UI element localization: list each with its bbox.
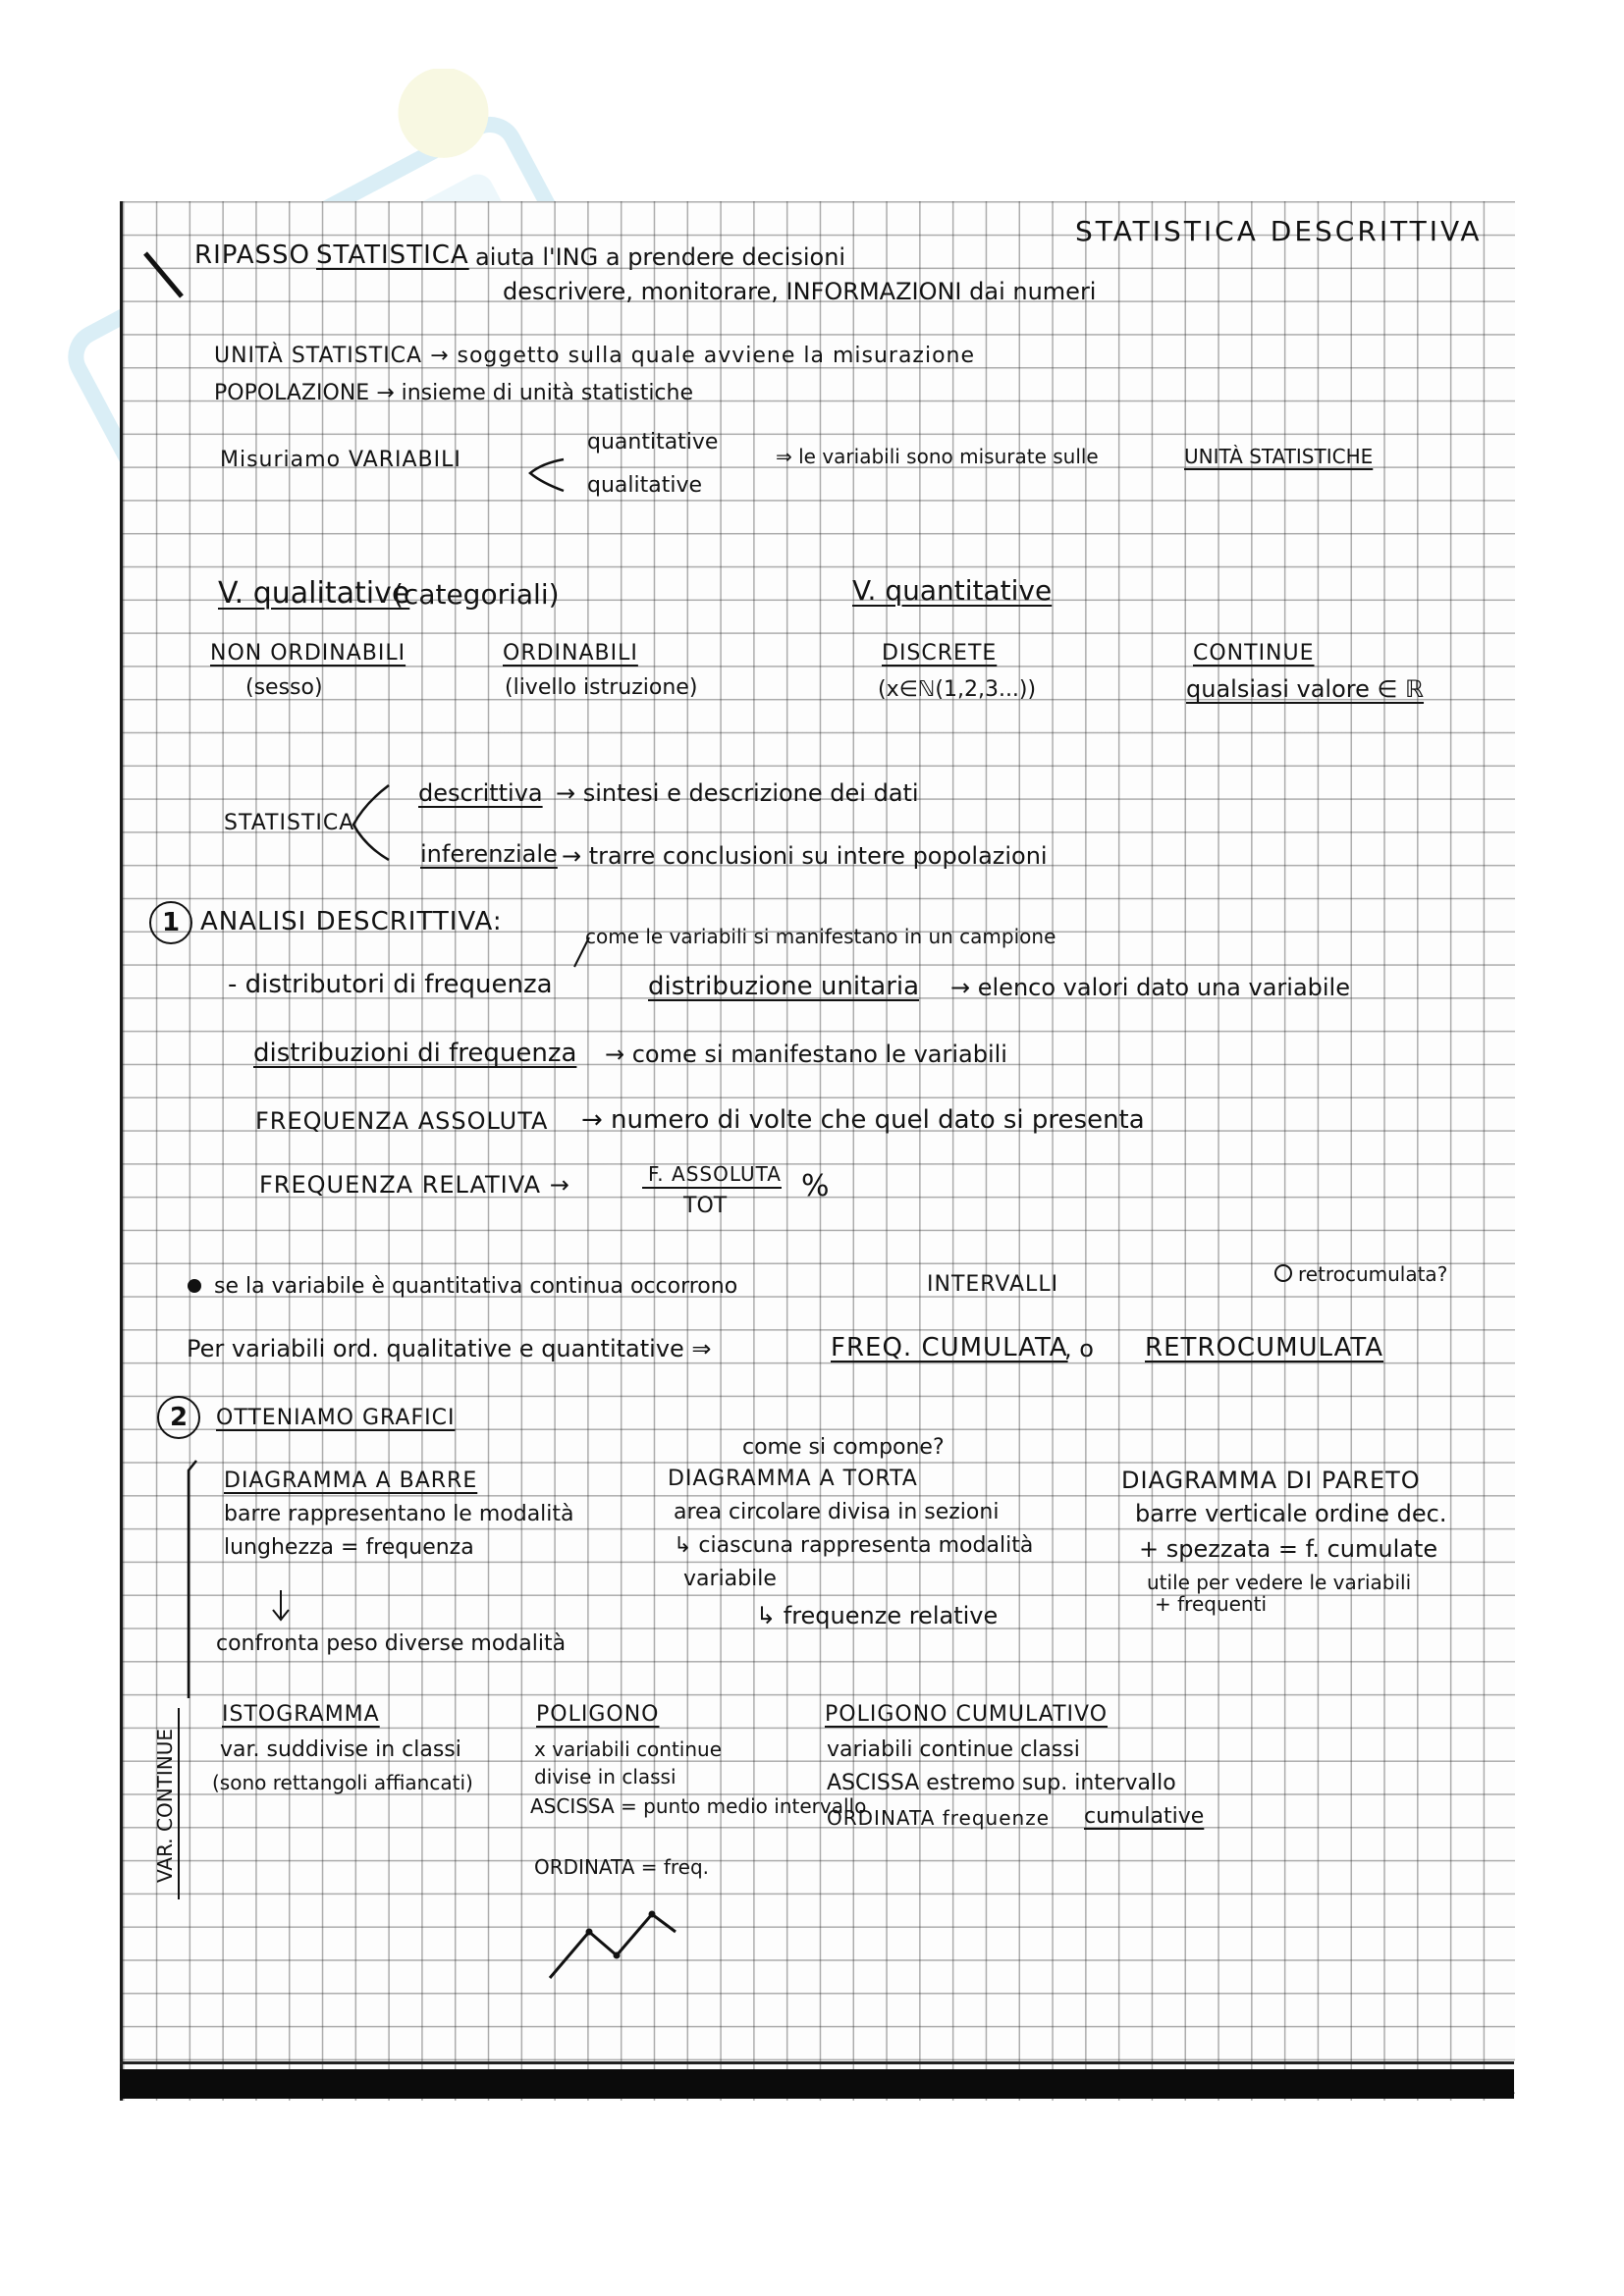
- note-variabili: ⇒ le variabili sono misurate sulle: [776, 445, 1099, 468]
- inferenziale-label: inferenziale: [420, 840, 558, 868]
- fraction-numerator: F. ASSOLUTA: [648, 1162, 782, 1186]
- distribuzione-unitaria: distribuzione unitaria: [648, 972, 920, 1001]
- distribuzione-unitaria-def: → elenco valori dato una variabile: [950, 974, 1350, 1001]
- poligono-line1: x variabili continue: [534, 1737, 723, 1761]
- diagramma-pareto-line2: + spezzata = f. cumulate: [1139, 1535, 1438, 1563]
- ordinabili-example: (livello istruzione): [505, 675, 698, 700]
- poligono-line2: divise in classi: [534, 1765, 677, 1789]
- var-quantitative: quantitative: [587, 430, 719, 454]
- page-title: STATISTICA DESCRITTIVA: [1075, 215, 1483, 247]
- non-ordinabili-example: (sesso): [245, 675, 323, 700]
- poligono-line3: ASCISSA = punto medio intervallo: [530, 1794, 867, 1818]
- diagramma-barre-title: DIAGRAMMA A BARRE: [224, 1468, 478, 1493]
- retrocumulata: RETROCUMULATA: [1145, 1333, 1384, 1362]
- istogramma-line2: (sono rettangoli affiancati): [212, 1771, 473, 1794]
- section-2-title: OTTENIAMO GRAFICI: [216, 1406, 456, 1430]
- poligono-cumulativo-line2: ASCISSA estremo sup. intervallo: [827, 1771, 1176, 1795]
- diagramma-torta-line1: area circolare divisa in sezioni: [674, 1500, 1000, 1524]
- diagramma-torta-line3: variabile: [683, 1567, 777, 1591]
- poligono-line4: ORDINATA = freq.: [534, 1855, 710, 1879]
- poligono-title: POLIGONO: [536, 1702, 660, 1727]
- qualitative-title: V. qualitative: [218, 576, 410, 611]
- diagramma-pareto-line3: utile per vedere le variabili: [1147, 1571, 1412, 1594]
- fraction-denominator: TOT: [683, 1194, 728, 1218]
- ordinabili: ORDINABILI: [503, 641, 638, 666]
- poligono-cumulativo-line3b: cumulative: [1084, 1804, 1205, 1829]
- diagramma-barre-line1: barre rappresentano le modalità: [224, 1502, 574, 1526]
- section-1-number: 1: [149, 901, 192, 944]
- diagramma-pareto-title: DIAGRAMMA DI PARETO: [1121, 1467, 1421, 1494]
- diagramma-torta-line4: ↳ frequenze relative: [756, 1602, 999, 1629]
- bottom-line: [120, 2061, 1514, 2064]
- per-variabili: Per variabili ord. qualitative e quantitative ⇒: [187, 1335, 712, 1362]
- freq-cumulata: FREQ. CUMULATA: [831, 1333, 1068, 1362]
- descrittiva-label: descrittiva: [418, 779, 543, 807]
- retrocumulata-question: retrocumulata?: [1298, 1262, 1448, 1286]
- istogramma-title: ISTOGRAMMA: [222, 1702, 380, 1727]
- come-si-compone: come si compone?: [742, 1435, 945, 1460]
- intro-aiuta: aiuta l'ING a prendere decisioni: [475, 243, 846, 271]
- frequenza-assoluta: FREQUENZA ASSOLUTA: [255, 1107, 549, 1135]
- bottom-border: [120, 2069, 1514, 2099]
- bullet-note-continua: se la variabile è quantitativa continua occorrono: [214, 1274, 738, 1299]
- distribuzioni-frequenza-def: → come si manifestano le variabili: [605, 1041, 1007, 1068]
- statistica-branch-label: STATISTICA: [224, 811, 355, 835]
- def-popolazione: POPOLAZIONE → insieme di unità statistiche: [214, 381, 694, 405]
- def-unita-statistica: UNITÀ STATISTICA → soggetto sulla quale avviene la misurazione: [214, 344, 976, 368]
- continue-example: qualsiasi valore ∈ ℝ: [1186, 675, 1425, 703]
- distributori-frequenza: - distributori di frequenza: [228, 970, 553, 999]
- var-qualitative: qualitative: [587, 473, 703, 498]
- non-ordinabili: NON ORDINABILI: [210, 641, 406, 666]
- note-come-variabili: come le variabili si manifestano in un campione: [585, 925, 1056, 948]
- diagramma-pareto-line1: barre verticale ordine dec.: [1135, 1500, 1447, 1527]
- poligono-cumulativo-line3: ORDINATA frequenze: [827, 1806, 1051, 1830]
- var-continue-label: VAR. CONTINUE: [153, 1728, 177, 1883]
- inferenziale-def: → trarre conclusioni su intere popolazioni: [562, 842, 1048, 870]
- diagramma-torta-line2: ↳ ciascuna rappresenta modalità: [674, 1533, 1034, 1558]
- diagramma-torta-title: DIAGRAMMA A TORTA: [668, 1467, 918, 1491]
- section-1-title: ANALISI DESCRITTIVA:: [200, 907, 503, 936]
- descrittiva-def: → sintesi e descrizione dei dati: [556, 779, 919, 807]
- diagramma-barre-line3: confronta peso diverse modalità: [216, 1631, 567, 1656]
- quantitative-title: V. quantitative: [852, 574, 1053, 607]
- qualitative-subtitle: (categoriali): [393, 578, 560, 611]
- misuriamo-variabili: Misuriamo VARIABILI: [220, 448, 461, 472]
- diagramma-barre-line2: lunghezza = frequenza: [224, 1535, 474, 1560]
- frequenza-assoluta-def: → numero di volte che quel dato si presenta: [581, 1105, 1145, 1135]
- intervalli-label: INTERVALLI: [927, 1272, 1059, 1297]
- note-unita-statistiche: UNITÀ STATISTICHE: [1184, 445, 1374, 468]
- intro-descrivere: descrivere, monitorare, INFORMAZIONI dai numeri: [503, 278, 1097, 305]
- section-2-number: 2: [157, 1396, 200, 1439]
- statistica-label: STATISTICA: [316, 240, 469, 270]
- distribuzioni-frequenza: distribuzioni di frequenza: [253, 1039, 577, 1068]
- frequenza-relativa: FREQUENZA RELATIVA →: [259, 1171, 570, 1199]
- or-separator: , o: [1064, 1335, 1094, 1362]
- percent-symbol: %: [801, 1169, 830, 1203]
- discrete: DISCRETE: [882, 641, 998, 666]
- continue: CONTINUE: [1193, 641, 1315, 666]
- ripasso-label: RIPASSO: [194, 240, 311, 270]
- discrete-example: (x∈ℕ(1,2,3...)): [878, 677, 1037, 702]
- diagramma-pareto-line4: + frequenti: [1155, 1592, 1267, 1616]
- poligono-cumulativo-title: POLIGONO CUMULATIVO: [825, 1702, 1109, 1727]
- poligono-cumulativo-line1: variabili continue classi: [827, 1737, 1080, 1762]
- istogramma-line1: var. suddivise in classi: [220, 1737, 461, 1762]
